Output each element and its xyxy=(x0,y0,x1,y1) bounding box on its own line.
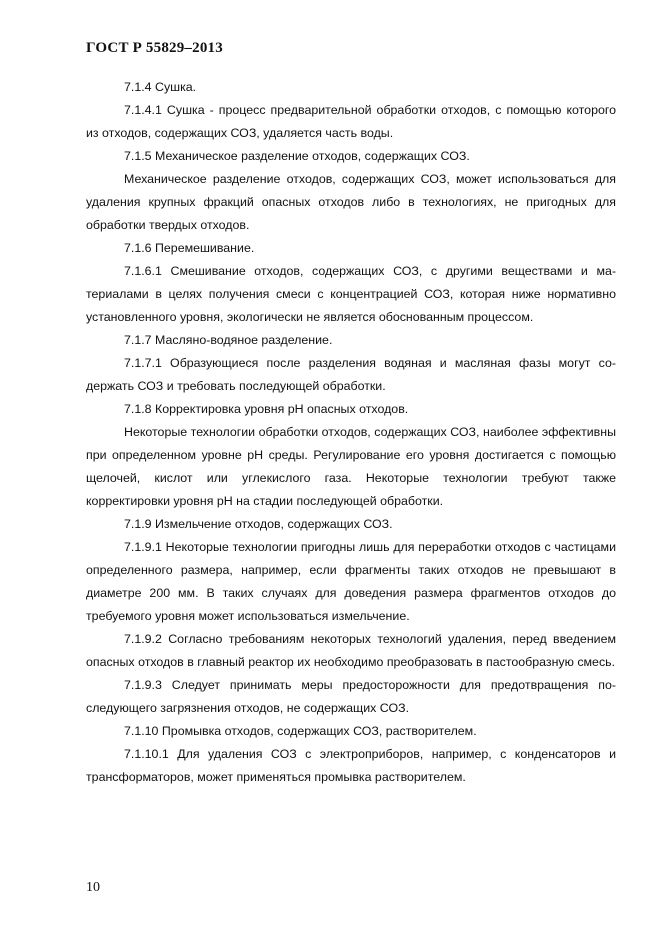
paragraph-7-1-5-text: Механическое разделение отходов, содержащих СОЗ, может использоваться для удаления крупных фракций опасных отходов либо в технологиях, не пригодных для обработки твердых отходов. xyxy=(86,172,616,232)
page-number: 10 xyxy=(86,880,100,895)
paragraph-7-1-7: 7.1.7 Масляно-водяное разделение. xyxy=(124,333,333,347)
paragraph-7-1-6-1: 7.1.6.1 Смешивание отходов, содержащих СОЗ, с другими веществами и материалами в целях получения смеси с концентрацией СОЗ, которая ниже нормативно установленного уровня, экологически не является обоснованным процессом. xyxy=(86,264,616,324)
paragraph-7-1-5: 7.1.5 Механическое разделение отходов, содержащих СОЗ. xyxy=(124,149,470,163)
document-body xyxy=(86,76,616,789)
paragraph-7-1-9: 7.1.9 Измельчение отходов, содержащих СОЗ. xyxy=(124,517,393,531)
paragraph-7-1-6: 7.1.6 Перемешивание. xyxy=(124,241,255,255)
paragraph-7-1-8: 7.1.8 Корректировка уровня рН опасных отходов. xyxy=(124,402,409,416)
paragraph-7-1-10: 7.1.10 Промывка отходов, содержащих СОЗ, растворителем. xyxy=(124,724,477,738)
paragraph-7-1-9-1: 7.1.9.1 Некоторые технологии пригодны лишь для переработки отходов с частицами определенного размера, например, если фрагменты таких отходов не превышают в диаметре 200 мм. В таких случаях для доведения размера фрагментов отходов до требуемого уровня может использоваться измельчение. xyxy=(86,540,616,623)
paragraph-7-1-4: 7.1.4 Сушка. xyxy=(124,80,197,94)
document-header: ГОСТ Р 55829–2013 xyxy=(86,40,223,56)
paragraph-7-1-4-1: 7.1.4.1 Сушка - процесс предварительной обработки отходов, с помощью которого из отходов, содержащих СОЗ, удаляется часть воды. xyxy=(86,103,616,140)
paragraph-7-1-10-1: 7.1.10.1 Для удаления СОЗ с электроприборов, например, с конденсаторов и трансформаторов, может применяться промывка растворителем. xyxy=(86,747,616,784)
paragraph-7-1-8-text: Некоторые технологии обработки отходов, содержащих СОЗ, наиболее эффективны при определенном уровне рН среды. Регулирование его уровня достигается с помощью щелочей, кислот или углекислого газа. Некоторые технологии требуют также корректировки уровня рН на стадии последующей обработки. xyxy=(86,425,616,508)
paragraph-7-1-7-1: 7.1.7.1 Образующиеся после разделения водяная и масляная фазы могут содержать СОЗ и требовать последующей обработки. xyxy=(86,356,616,393)
paragraph-7-1-9-3: 7.1.9.3 Следует принимать меры предосторожности для предотвращения последующего загрязнения отходов, не содержащих СОЗ. xyxy=(86,678,616,715)
paragraph-7-1-9-2: 7.1.9.2 Согласно требованиям некоторых технологий удаления, перед введением опасных отходов в главный реактор их необходимо преобразовать в пастообразную смесь. xyxy=(86,632,616,669)
